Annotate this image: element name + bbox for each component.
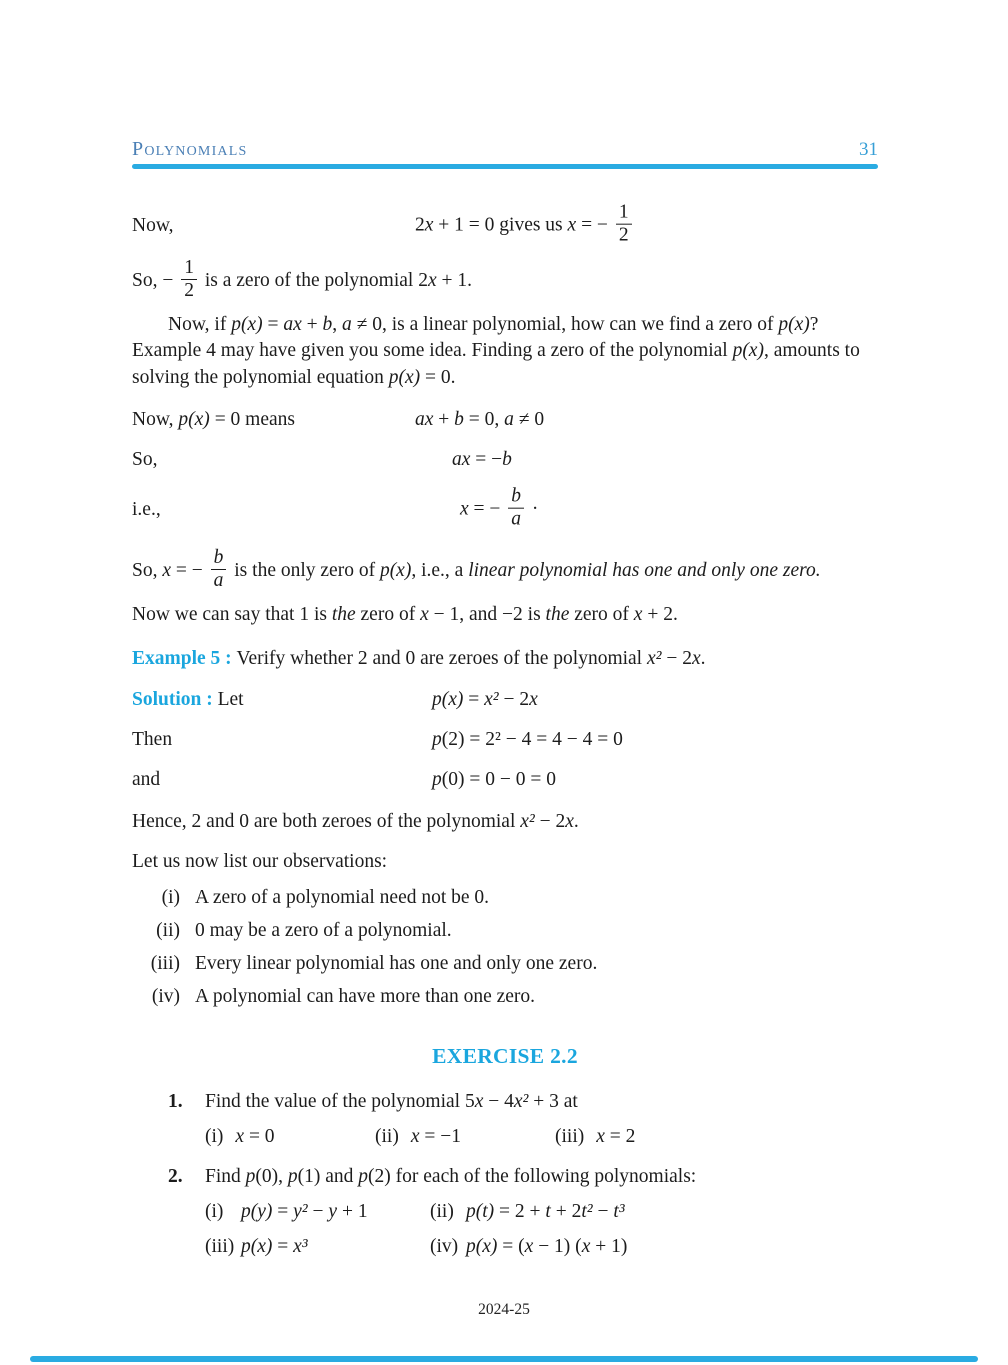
solution-label: Solution : Let [132, 688, 244, 710]
equation-formula: p(0) = 0 − 0 = 0 [432, 768, 556, 790]
observation-item [132, 920, 878, 942]
part-numeral: (iii) [205, 1235, 235, 1257]
equation-row-then [132, 725, 878, 755]
observation-numeral: (iv) [151, 985, 180, 1007]
exercise-title: EXERCISE 2.2 [432, 1043, 578, 1068]
footer-rule [30, 1356, 978, 1362]
question-stem: Find the value of the polynomial 5x − 4x² + 3 at [205, 1090, 578, 1112]
question-parts-row [205, 1236, 878, 1258]
question-parts-row [205, 1201, 878, 1223]
equation-row-now [132, 195, 878, 257]
observation-numeral: (iii) [150, 952, 180, 974]
question-number: 1. [168, 1090, 183, 1112]
page-header [132, 0, 878, 161]
part-formula: p(t) = 2 + t + 2t² − t³ [466, 1200, 625, 1222]
option-formula: x = 0 [235, 1125, 275, 1147]
part-numeral: (iv) [430, 1235, 459, 1257]
equation-label: Now, [132, 215, 174, 236]
running-head: Polynomials [132, 138, 248, 160]
equation-formula: ax = −b [452, 449, 512, 471]
part [430, 1201, 625, 1223]
question-body [205, 1166, 878, 1258]
header-rule [132, 164, 878, 169]
equation-label: Then [132, 728, 173, 750]
equation-row-means [132, 405, 878, 435]
equation-label: So, [132, 449, 158, 471]
observation-item [132, 887, 878, 909]
equation-formula: p(2) = 2² − 4 = 4 − 4 = 0 [432, 728, 623, 750]
part-formula: p(x) = x³ [241, 1235, 308, 1257]
equation-row-x-equals [132, 479, 878, 541]
question-stem: Find p(0), p(1) and p(2) for each of the following polynomials: [205, 1165, 697, 1187]
option [205, 1126, 375, 1148]
equation-row-and [132, 765, 878, 795]
equation-formula: x = − $\frac{b}{a}$ · [460, 485, 539, 530]
part [205, 1236, 430, 1258]
equation-label: i.e., [132, 499, 161, 521]
question-body [205, 1091, 878, 1148]
option-formula: x = −1 [410, 1125, 461, 1147]
example-5: Example 5 : Verify whether 2 and 0 are zeroes of the polynomial x² − 2x. [132, 648, 706, 670]
page-content [132, 0, 878, 1258]
observation-text: Every linear polynomial has one and only one zero. [195, 952, 598, 974]
observation-text: 0 may be a zero of a polynomial. [195, 919, 452, 941]
equation-formula: ax + b = 0, a ≠ 0 [415, 409, 545, 431]
option [375, 1126, 555, 1148]
observation-numeral: (i) [161, 886, 180, 908]
paragraph-hence: Hence, 2 and 0 are both zeroes of the polynomial x² − 2x. [132, 810, 579, 832]
observation-numeral: (ii) [156, 919, 180, 941]
part [205, 1201, 430, 1223]
observation-item [132, 953, 878, 975]
part-formula: p(x) = (x − 1) (x + 1) [466, 1235, 628, 1257]
page-number: 31 [859, 139, 878, 160]
exercise-question-2 [132, 1166, 878, 1258]
solution-row [132, 685, 878, 715]
paragraph-only-zero: So, x = − $\frac{b}{a}$ is the only zero of p(x), i.e., a linear polynomial has one and only one zero. [132, 547, 821, 591]
exercise-question-1 [132, 1091, 878, 1148]
equation-label: Now, p(x) = 0 means [132, 409, 296, 431]
option [555, 1126, 635, 1148]
option-formula: x = 2 [596, 1125, 636, 1147]
equation-row-ax [132, 445, 878, 475]
observations-intro: Let us now list our observations: [132, 851, 388, 873]
observation-text: A polynomial can have more than one zero. [195, 985, 536, 1007]
session-year: 2024-25 [478, 1301, 530, 1318]
question-options [205, 1126, 878, 1148]
option-numeral: (iii) [555, 1125, 585, 1147]
question-number: 2. [168, 1165, 183, 1187]
part-formula: p(y) = y² − y + 1 [241, 1200, 368, 1222]
option-numeral: (ii) [375, 1125, 399, 1147]
part-numeral: (i) [205, 1200, 224, 1222]
paragraph-the-zero: Now we can say that 1 is the zero of x − 1, and −2 is the zero of x + 2. [132, 603, 678, 625]
paragraph-so-half: So, − $\frac{1}{2}$ is a zero of the polynomial 2x + 1. [132, 257, 472, 301]
equation-formula: 2x + 1 = 0 gives us x = − $\frac{1}{2}$ [415, 204, 635, 249]
observation-item [132, 986, 878, 1008]
observation-text: A zero of a polynomial need not be 0. [195, 886, 490, 908]
option-numeral: (i) [205, 1125, 224, 1147]
paragraph-linear-polynomial: Now, if p(x) = ax + b, a ≠ 0, is a linear polynomial, how can we find a zero of p(x)? Example 4 may have given you some idea. Finding a zero of the polynomial p(x), amounts to solving the polynomial equation p(x) = 0. [132, 313, 860, 388]
solution-formula: p(x) = x² − 2x [432, 688, 538, 710]
part [430, 1236, 627, 1258]
equation-label: and [132, 768, 161, 790]
part-numeral: (ii) [430, 1200, 454, 1222]
